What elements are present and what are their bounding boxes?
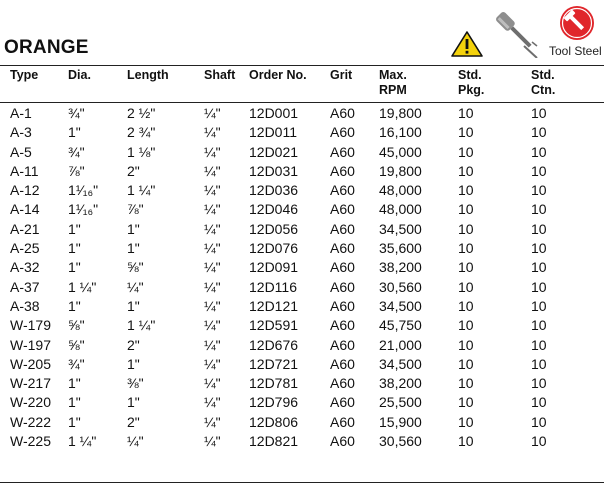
cell-grit: A60 bbox=[330, 297, 355, 314]
cell-rpm: 19,800 bbox=[379, 105, 422, 121]
cell-ctn: 10 bbox=[531, 278, 547, 295]
cell-ctn: 10 bbox=[531, 394, 547, 411]
cell-rpm: 19,800 bbox=[379, 162, 422, 179]
cell-ctn: 10 bbox=[531, 375, 547, 392]
cell-grit: A60 bbox=[330, 375, 355, 392]
header-pkg-1: Std. bbox=[458, 68, 482, 82]
cell-type: A-14 bbox=[10, 201, 40, 218]
cell-order: 12D011 bbox=[249, 124, 298, 141]
cell-grit: A60 bbox=[330, 124, 355, 141]
cell-dia: 1" bbox=[68, 220, 81, 237]
cell-pkg: 10 bbox=[458, 220, 474, 237]
warning-triangle-icon bbox=[451, 31, 483, 57]
table-row bbox=[0, 432, 604, 451]
cell-length: 1 ¼" bbox=[127, 182, 156, 199]
cell-length: 2 ½" bbox=[127, 105, 156, 121]
cell-rpm: 21,000 bbox=[379, 336, 422, 353]
header-ctn-2: Ctn. bbox=[531, 83, 556, 97]
cell-shaft: ¼" bbox=[204, 259, 221, 276]
cell-pkg: 10 bbox=[458, 240, 474, 257]
cell-shaft: ¼" bbox=[204, 124, 221, 141]
cell-ctn: 10 bbox=[531, 105, 547, 121]
cell-type: A-32 bbox=[10, 259, 40, 276]
cell-order: 12D036 bbox=[249, 182, 299, 199]
cell-type: A-21 bbox=[10, 220, 40, 237]
cell-grit: A60 bbox=[330, 317, 355, 334]
header-grit: Grit bbox=[330, 68, 353, 82]
cell-length: ⅝" bbox=[127, 259, 144, 276]
cell-dia: 1" bbox=[68, 394, 81, 411]
cell-rpm: 30,560 bbox=[379, 278, 422, 295]
cell-grit: A60 bbox=[330, 182, 355, 199]
cell-rpm: 16,100 bbox=[379, 124, 422, 141]
cell-grit: A60 bbox=[330, 433, 355, 450]
cell-grit: A60 bbox=[330, 105, 355, 121]
cell-ctn: 10 bbox=[531, 162, 547, 179]
cell-length: 1" bbox=[127, 394, 140, 411]
cell-pkg: 10 bbox=[458, 297, 474, 314]
cell-pkg: 10 bbox=[458, 124, 474, 141]
cell-type: A-1 bbox=[10, 105, 32, 121]
cell-dia: ⅞" bbox=[68, 162, 85, 179]
cell-shaft: ¼" bbox=[204, 143, 221, 160]
cell-shaft: ¼" bbox=[204, 413, 221, 430]
cell-rpm: 45,000 bbox=[379, 143, 422, 160]
cell-order: 12D001 bbox=[249, 105, 299, 121]
cell-order: 12D031 bbox=[249, 162, 299, 179]
table-row bbox=[0, 297, 604, 316]
cell-type: A-37 bbox=[10, 278, 40, 295]
cell-rpm: 30,560 bbox=[379, 433, 422, 450]
cell-dia: 1" bbox=[68, 240, 81, 257]
cell-rpm: 15,900 bbox=[379, 413, 422, 430]
header-pkg-2: Pkg. bbox=[458, 83, 485, 97]
cell-shaft: ¼" bbox=[204, 162, 221, 179]
cell-type: W-197 bbox=[10, 336, 51, 353]
header-dia: Dia. bbox=[68, 68, 91, 82]
cell-pkg: 10 bbox=[458, 278, 474, 295]
cell-type: W-179 bbox=[10, 317, 51, 334]
cell-pkg: 10 bbox=[458, 143, 474, 160]
cell-ctn: 10 bbox=[531, 143, 547, 160]
cell-dia: 1" bbox=[68, 297, 81, 314]
header-top-rule bbox=[0, 65, 604, 66]
cell-shaft: ¼" bbox=[204, 375, 221, 392]
table-row bbox=[0, 374, 604, 393]
cell-dia: 1 ¼" bbox=[68, 278, 97, 295]
cell-pkg: 10 bbox=[458, 394, 474, 411]
cell-type: A-11 bbox=[10, 162, 39, 179]
cell-shaft: ¼" bbox=[204, 297, 221, 314]
cell-ctn: 10 bbox=[531, 433, 547, 450]
cell-shaft: ¼" bbox=[204, 355, 221, 372]
cell-grit: A60 bbox=[330, 355, 355, 372]
cell-type: A-25 bbox=[10, 240, 40, 257]
cell-ctn: 10 bbox=[531, 317, 547, 334]
table-body bbox=[0, 104, 604, 451]
cell-grit: A60 bbox=[330, 259, 355, 276]
cell-dia: 1 ¼" bbox=[68, 433, 97, 450]
cell-dia: 1" bbox=[68, 259, 81, 276]
cell-grit: A60 bbox=[330, 240, 355, 257]
cell-order: 12D116 bbox=[249, 278, 298, 295]
table-row bbox=[0, 200, 604, 219]
cell-dia: 1" bbox=[68, 375, 81, 392]
cell-type: A-5 bbox=[10, 143, 32, 160]
cell-rpm: 34,500 bbox=[379, 297, 422, 314]
cell-order: 12D021 bbox=[249, 143, 299, 160]
table-row bbox=[0, 278, 604, 297]
cell-grit: A60 bbox=[330, 162, 355, 179]
cell-type: W-220 bbox=[10, 394, 51, 411]
cell-pkg: 10 bbox=[458, 433, 474, 450]
cell-dia: ¾" bbox=[68, 355, 85, 372]
cell-order: 12D806 bbox=[249, 413, 299, 430]
tool-steel-icon bbox=[559, 5, 595, 41]
cell-ctn: 10 bbox=[531, 297, 547, 314]
cell-order: 12D091 bbox=[249, 259, 299, 276]
table-row bbox=[0, 413, 604, 432]
cell-grit: A60 bbox=[330, 220, 355, 237]
cell-ctn: 10 bbox=[531, 124, 547, 141]
cell-length: ⅜" bbox=[127, 375, 144, 392]
cell-shaft: ¼" bbox=[204, 317, 221, 334]
cell-ctn: 10 bbox=[531, 413, 547, 430]
cell-ctn: 10 bbox=[531, 182, 547, 199]
cell-rpm: 38,200 bbox=[379, 375, 422, 392]
header-shaft: Shaft bbox=[204, 68, 236, 82]
cell-ctn: 10 bbox=[531, 259, 547, 276]
cell-shaft: ¼" bbox=[204, 240, 221, 257]
cell-rpm: 25,500 bbox=[379, 394, 422, 411]
cell-length: 2" bbox=[127, 162, 140, 179]
cell-rpm: 34,500 bbox=[379, 355, 422, 372]
cell-order: 12D721 bbox=[249, 355, 299, 372]
cell-dia: ¾" bbox=[68, 143, 85, 160]
header-bottom-rule bbox=[0, 102, 604, 103]
table-row bbox=[0, 355, 604, 374]
cell-type: W-217 bbox=[10, 375, 51, 392]
cell-type: A-12 bbox=[10, 182, 40, 199]
cell-order: 12D076 bbox=[249, 240, 299, 257]
cell-pkg: 10 bbox=[458, 259, 474, 276]
cell-type: A-38 bbox=[10, 297, 40, 314]
cell-grit: A60 bbox=[330, 413, 355, 430]
cell-rpm: 34,500 bbox=[379, 220, 422, 237]
table-row bbox=[0, 104, 604, 123]
cell-rpm: 45,750 bbox=[379, 317, 422, 334]
cell-order: 12D121 bbox=[249, 297, 299, 314]
cell-pkg: 10 bbox=[458, 105, 474, 121]
cell-pkg: 10 bbox=[458, 182, 474, 199]
cell-pkg: 10 bbox=[458, 317, 474, 334]
cell-pkg: 10 bbox=[458, 413, 474, 430]
cell-dia: ⅝" bbox=[68, 317, 85, 334]
cell-length: 2" bbox=[127, 413, 140, 430]
cell-shaft: ¼" bbox=[204, 336, 221, 353]
cell-shaft: ¼" bbox=[204, 394, 221, 411]
table-row bbox=[0, 220, 604, 239]
cell-shaft: ¼" bbox=[204, 182, 221, 199]
header-length: Length bbox=[127, 68, 169, 82]
cell-length: ¼" bbox=[127, 278, 144, 295]
header-rpm-1: Max. bbox=[379, 68, 407, 82]
cell-shaft: ¼" bbox=[204, 220, 221, 237]
cell-rpm: 48,000 bbox=[379, 201, 422, 218]
cell-length: 1 ¼" bbox=[127, 317, 156, 334]
cell-pkg: 10 bbox=[458, 162, 474, 179]
table-row bbox=[0, 143, 604, 162]
cell-dia: ⅝" bbox=[68, 336, 85, 353]
tool-bit-icon bbox=[491, 6, 541, 58]
cell-length: 1 ⅛" bbox=[127, 143, 156, 160]
cell-grit: A60 bbox=[330, 278, 355, 295]
cell-rpm: 38,200 bbox=[379, 259, 422, 276]
cell-rpm: 48,000 bbox=[379, 182, 422, 199]
section-title: ORANGE bbox=[4, 37, 89, 58]
header-order: Order No. bbox=[249, 68, 307, 82]
cell-shaft: ¼" bbox=[204, 433, 221, 450]
header-type: Type bbox=[10, 68, 39, 82]
table-header bbox=[0, 68, 604, 102]
cell-length: 1" bbox=[127, 240, 140, 257]
cell-length: 1" bbox=[127, 220, 140, 237]
cell-grit: A60 bbox=[330, 143, 355, 160]
table-row bbox=[0, 162, 604, 181]
header-ctn-1: Std. bbox=[531, 68, 555, 82]
cell-order: 12D781 bbox=[249, 375, 299, 392]
cell-shaft: ¼" bbox=[204, 278, 221, 295]
table-row bbox=[0, 336, 604, 355]
table-row bbox=[0, 239, 604, 258]
cell-pkg: 10 bbox=[458, 375, 474, 392]
cell-type: W-222 bbox=[10, 413, 51, 430]
cell-type: W-205 bbox=[10, 355, 51, 372]
header-rpm-2: RPM bbox=[379, 83, 407, 97]
tool-steel-label: Tool Steel bbox=[549, 44, 602, 58]
table-row bbox=[0, 258, 604, 277]
cell-grit: A60 bbox=[330, 394, 355, 411]
cell-dia: ¾" bbox=[68, 105, 85, 121]
cell-pkg: 10 bbox=[458, 336, 474, 353]
cell-ctn: 10 bbox=[531, 336, 547, 353]
cell-length: 1" bbox=[127, 297, 140, 314]
cell-shaft: ¼" bbox=[204, 201, 221, 218]
cell-length: ⅞" bbox=[127, 201, 144, 218]
cell-order: 12D046 bbox=[249, 201, 299, 218]
cell-ctn: 10 bbox=[531, 220, 547, 237]
cell-order: 12D591 bbox=[249, 317, 299, 334]
cell-pkg: 10 bbox=[458, 201, 474, 218]
cell-grit: A60 bbox=[330, 336, 355, 353]
cell-order: 12D821 bbox=[249, 433, 299, 450]
cell-order: 12D676 bbox=[249, 336, 299, 353]
table-row bbox=[0, 181, 604, 200]
cell-grit: A60 bbox=[330, 201, 355, 218]
table-row bbox=[0, 123, 604, 142]
table-bottom-rule bbox=[0, 482, 604, 483]
cell-ctn: 10 bbox=[531, 201, 547, 218]
cell-order: 12D796 bbox=[249, 394, 299, 411]
cell-length: 1" bbox=[127, 355, 140, 372]
cell-ctn: 10 bbox=[531, 355, 547, 372]
cell-length: ¼" bbox=[127, 433, 144, 450]
cell-dia: 1¹⁄₁₆" bbox=[68, 182, 99, 199]
cell-shaft: ¼" bbox=[204, 105, 221, 121]
cell-ctn: 10 bbox=[531, 240, 547, 257]
cell-length: 2 ¾" bbox=[127, 124, 156, 141]
cell-type: W-225 bbox=[10, 433, 51, 450]
cell-pkg: 10 bbox=[458, 355, 474, 372]
cell-rpm: 35,600 bbox=[379, 240, 422, 257]
cell-dia: 1¹⁄₁₆" bbox=[68, 201, 99, 218]
cell-dia: 1" bbox=[68, 124, 81, 141]
cell-type: A-3 bbox=[10, 124, 32, 141]
cell-order: 12D056 bbox=[249, 220, 299, 237]
table-row bbox=[0, 316, 604, 335]
cell-length: 2" bbox=[127, 336, 140, 353]
table-row bbox=[0, 393, 604, 412]
cell-dia: 1" bbox=[68, 413, 81, 430]
